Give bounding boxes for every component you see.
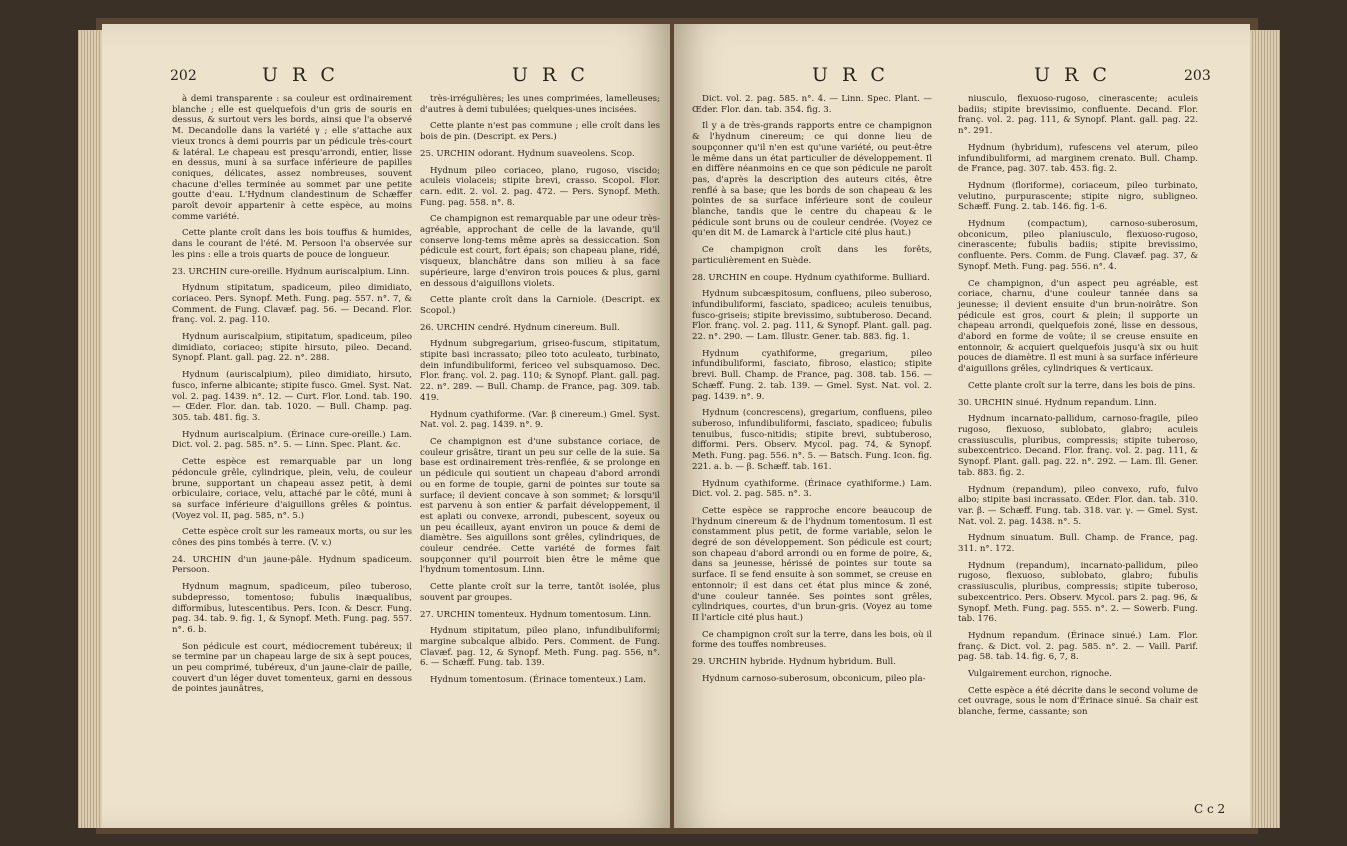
- paragraph: 25. URCHIN odorant. Hydnum suaveolens. Scop.: [420, 148, 635, 159]
- paragraph: Hydnum stipitatum, spadiceum, pileo dimidiato, coriaceo. Pers. Synopf. Meth. Fung. pag. 557. n°. 7, & Comment. de Fung. Clavæf. pag. 56. — Decand. Flor. franç. vol. 2. pag. 110.: [172, 283, 412, 326]
- paragraph: Hydnum (auriscalpium), pileo dimidiato, hirsuto, fusco, inferne albicante; stipite fusco. Gmel. Syst. Nat. vol. 2. pag. 1439. n°. 12. — Curt. Flor. Lond. tab. 190. — Œder. Flor. dan. tab. 1020. — Bull. Champ. pag. 305. tab. 481. fig. 3.: [172, 370, 412, 423]
- paragraph: Hydnum (compactum), carnoso-suberosum, obconicum, pileo planiusculo, flexuoso-rugoso, cinerascente; fubulis badiis; stipite brevissimo, confluente. Pers. Comm. de Fung. Clavæf. pag. 37, & Synopf. Meth. Fung. pag. 556. n°. 4.: [958, 219, 1198, 272]
- paragraph: Hydnum carnoso-suberosum, obconicum, pileo pla-: [702, 673, 926, 684]
- paragraph: Hydnum (repandum), pileo convexo, rufo, fulvo albo; stipite basi incrassato. Œder. Flor. dan. tab. 310. var. β. — Schæff. Fung. tab. 318. var. γ. — Gmel. Syst. Nat. vol. 2. pag. 1438. n°. 5.: [958, 484, 1198, 527]
- paragraph: Cette espèce se rapproche encore beaucoup de l'hydnum cinereum & de l'hydnum tomentosum. Il est constamment plus petit, de forme variable, selon le degré de son développement. Son pédicule est court; son chapeau d'abord arrondi ou en forme de poire, &, dans sa jeunesse, hérissé de pointes sur toute sa surface. Il se fend ensuite à son sommet, se creuse en entonnoir; il est dans cet état plus mince & zoné, d'une couleur tannée. Ses pointes sont grêles, cylindriques, courtes, d'un brun-gris. (Voyez au tome II l'article cité plus haut.): [692, 505, 932, 623]
- paragraph: Cette espèce croît sur les rameaux morts, ou sur les cônes des pins tombés à terre. (V. v.): [172, 527, 412, 549]
- paragraph: Hydnum sinuatum. Bull. Champ. de France, pag. 311. n°. 172.: [958, 533, 1198, 555]
- left-column-2: [420, 94, 660, 692]
- paragraph: Hydnum cyathiforme. (Var. β cinereum.) Gmel. Syst. Nat. vol. 2. pag. 1439. n°. 9.: [420, 409, 660, 431]
- page-number-left: 202: [170, 68, 197, 84]
- left-page: [102, 24, 670, 828]
- paragraph: Ce champignon croît sur la terre, dans les bois, où il forme des touffes nombreuses.: [692, 629, 932, 651]
- page-edge-left: [78, 30, 104, 828]
- paragraph: Cette espèce a été décrite dans le second volume de cet ouvrage, sous le nom d'Érinace sinué. Sa chair est blanche, ferme, cassante; son: [958, 685, 1198, 718]
- paragraph: Hydnum tomentosum. (Érinace tomenteux.) Lam.: [430, 675, 646, 686]
- paragraph: Hydnum cyathiforme, gregarium, pileo infundibuliformi, fasciato, fibroso, elastico; stipite brevi. Bull. Champ. de France, pag. 308. tab. 156. — Schæff. Fung. 2. tab. 139. — Gmel. Syst. Nat. vol. 2. pag. 1439. n°. 9.: [692, 348, 932, 402]
- paragraph: Ce champignon, d'un aspect peu agréable, est coriace, charnu, d'une couleur tannée dans sa jeunesse; il devient ensuite d'un brun-noirâtre. Son pédicule est gros, court & plein; il supporte un chapeau arrondi, quelquefois zoné, lisse en dessous, d'abord en forme de voûte; il se creuse ensuite en entonnoir, & acquiert quelquefois jusqu'à six ou huit pouces de diamètre. Il est muni à sa surface inférieure d'aiguillons grêles, cylindriques & verticaux.: [958, 278, 1198, 375]
- paragraph: Ce champignon croît dans les forêts, particulièrement en Suède.: [692, 245, 932, 266]
- running-head-left-a: U R C: [262, 64, 339, 86]
- paragraph: très-irrégulières; les unes comprimées, lamelleuses; d'autres à demi tubulées; quelques-unes incisées.: [420, 94, 660, 115]
- paragraph: 27. URCHIN tomenteux. Hydnum tomentosum. Linn.: [420, 609, 652, 620]
- paragraph: Son pédicule est court, médiocrement tubéreux; il se termine par un chapeau large de six à sept pouces, un peu comprimé, tubéreux, d'un jaune-clair de paille, couvert d'un léger duvet tomenteux, garni en dessous de pointes jaunâtres,: [172, 641, 412, 695]
- paragraph: Hydnum cyathiforme. (Érinace cyathiforme.) Lam. Dict. vol. 2. pag. 585. n°. 3.: [692, 478, 932, 500]
- paragraph: Hydnum repandum. (Érinace sinué.) Lam. Flor. franç. & Dict. vol. 2. pag. 585. n°. 2. — Vaill. Parif. pag. 58. tab. 14. fig. 6, 7, 8.: [958, 630, 1198, 663]
- paragraph: Hydnum (repandum), incarnato-pallidum, pileo rugoso, flexuoso, sublobato, glabro; fubulis crassiusculis, pluribus, compressis; stipite tuberoso, subexcentrico. Pers. Observ. Mycol. pars 2. pag. 96, & Synopf. Meth. Fung. pag. 555. n°. 2. — Sowerb. Fung. tab. 176.: [958, 560, 1198, 625]
- paragraph: Dict. vol. 2. pag. 585. n°. 4. — Linn. Spec. Plant. — Œder. Flor. dan. tab. 354. fig. 3.: [692, 94, 932, 115]
- paragraph: 29. URCHIN hybride. Hydnum hybridum. Bull.: [692, 657, 896, 668]
- paragraph: Hydnum magnum, spadiceum, pileo tuberoso, subdepresso, tomentoso; fubulis inæqualibus, difformibus, lutescentibus. Pers. Icon. & Descr. Fung. pag. 34. tab. 9. fig. 1, & Synopf. Meth. Fung. pag. 557. n°. 6. b.: [172, 582, 412, 635]
- paragraph: 24. URCHIN d'un jaune-pâle. Hydnum spadiceum. Persoon.: [172, 554, 412, 576]
- paragraph: Hydnum stipitatum, pileo plano, infundibuliformi; margine subcalque albido. Pers. Comment. de Fung. Clavæf. pag. 12, & Synopf. Meth. Fung. pag. 556, n°. 6. — Schæff. Fung. tab. 139.: [420, 626, 660, 669]
- paragraph: Hydnum (floriforme), coriaceum, pileo turbinato, velutino, purpurascente; stipite nigro, subligneo. Schæff. Fung. 2. tab. 146. fig. 1-6.: [958, 180, 1198, 213]
- paragraph: Il y a de très-grands rapports entre ce champignon & l'hydnum cinereum; ce qui donne lieu de soupçonner qu'il n'en est qu'une variété, ou peut-être le même dans un état particulier de développement. Il en diffère néanmoins en ce que son pédicule ne paroît pas, d'après la description des auteurs cités, être renflé à sa base; que les bords de son chapeau & les pointes de sa surface inférieure sont de couleur blanche, tandis que le centre du chapeau & le pédicule sont bruns ou de couleur cendrée. (Voyez ce qu'en dit M. de Lamarck à l'article cité plus haut.): [692, 121, 932, 239]
- paragraph: Hydnum subgregarium, griseo-fuscum, stipitatum, stipite basi incrassato; pileo toto aculeato, turbinato, dein infundibuliformi, fericeo vel subsquamoso. Dec. Flor. franç. vol. 2. pag. 110; & Synopf. Plant. gall. pag. 22. n°. 289. — Bull. Champ. de France, pag. 309. tab. 419.: [420, 339, 660, 403]
- paragraph: Cette plante croît dans la Carniole. (Descript. ex Scopol.): [420, 295, 660, 316]
- page-edge-right: [1250, 30, 1280, 828]
- paragraph: Cette plante croît dans les bois touffus & humides, dans le courant de l'été. M. Persoon l'a observée sur les pins : elle a trois quarts de pouce de longueur.: [172, 228, 412, 260]
- paragraph: à demi transparente : sa couleur est ordinairement blanche ; elle est quelquefois d'un gris de souris en dessus, & surtout vers les bords, ainsi que l'a observé M. Decandolle dans la variété γ ; elle s'attache aux vieux troncs à demi pourris par un pédicule très-court & latéral. Le chapeau est presqu'arrondi, entier, lisse en dessus, muni à sa surface inférieure de papilles coniques, délicates, assez nombreuses, souvent chacune d'elles terminée au sommet par une petite goutte d'eau. L'Hydnum clandestinum de Schæffer paroît devoir appartenir à cette espèce, au moins comme variété.: [172, 94, 412, 222]
- paragraph: Cette plante croît sur la terre, tantôt isolée, plus souvent par groupes.: [420, 582, 660, 603]
- running-head-right-b: U R C: [1034, 64, 1111, 86]
- paragraph: Hydnum (concrescens), gregarium, confluens, pileo suberoso, infundibuliformi, fasciato, spadiceo; fubulis tenuibus, fusco-nitidis; stipite brevi, subtuberoso, difformi. Pers. Observ. Mycol. pag. 74, & Synopf. Meth. Fung. pag. 556. n°. 5. — Batsch. Fung. Icon. fig. 221. a. b. — β. Schæff. tab. 161.: [692, 408, 932, 472]
- paragraph: Hydnum auriscalpium, stipitatum, spadiceum, pileo dimidiato, coriaceo; stipite hirsuto, pileo. Decand. Synopf. Plant. gall. pag. 22. n°. 288.: [172, 332, 412, 364]
- right-page: [674, 24, 1250, 828]
- paragraph: Ce champignon est remarquable par une odeur très-agréable, approchant de celle de la lavande, qu'il conserve long-tems même après sa dessiccation. Son pédicule est court, fort épais; son chapeau plane, ridé, visqueux, blanchâtre dans son milieu à sa face supérieure, large d'environ trois pouces & plus, garni en dessous d'aiguillons violets.: [420, 214, 660, 289]
- paragraph: 28. URCHIN en coupe. Hydnum cyathiforme. Bulliard.: [692, 272, 930, 283]
- paragraph: Hydnum auriscalpium. (Érinace cure-oreille.) Lam. Dict. vol. 2. pag. 585. n°. 5. — Linn. Spec. Plant. &c.: [172, 429, 412, 451]
- paragraph: Cette espèce est remarquable par un long pédoncule grêle, cylindrique, plein, velu, de couleur brune, supportant un chapeau assez petit, à demi orbiculaire, coriace, velu, attaché par le côté, muni à sa surface inférieure d'aiguillons grêles & pointus. (Voyez vol. II, pag. 585, n°. 5.): [172, 457, 412, 521]
- right-column-2: [958, 94, 1198, 724]
- paragraph: Cette plante n'est pas commune ; elle croît dans les bois de pin. (Descript. ex Pers.): [420, 121, 660, 143]
- paragraph: 30. URCHIN sinué. Hydnum repandum. Linn.: [958, 397, 1157, 408]
- paragraph: Hydnum pileo coriaceo, plano, rugoso, viscido; aculeis violaceis; stipite brevi, crasso. Scopol. Flor. carn. edit. 2. vol. 2. pag. 472. — Pers. Synopf. Meth. Fung. pag. 558. n°. 8.: [420, 165, 660, 208]
- paragraph: Cette plante croît sur la terre, dans les bois de pins.: [968, 380, 1196, 391]
- paragraph: Hydnum (hybridum), rufescens vel aterum, pileo infundibuliformi, ad marginem crenato. Bull. Champ. de France, pag. 307. tab. 453. fig. 2.: [958, 142, 1198, 175]
- paragraph: Hydnum subcæspitosum, confluens, pileo suberoso, infundibuliformi, fasciato, spadiceo; aculeis tenuibus, fusco-griseis; stipite brevissimo, subtuberoso. Decand. Flor. franç. vol. 2. pag. 111, & Synopf. Plant. gall. pag. 22. n°. 290. — Lam. Illustr. Gener. tab. 883. fig. 1.: [692, 289, 932, 343]
- paragraph: Ce champignon est d'une substance coriace, de couleur grisâtre, tirant un peu sur celle de la suie. Sa base est ordinairement très-renflée, & se prolonge en un pédicule qui soutient un chapeau d'abord arrondi ou en forme de toupie, garni de pointes sur toute sa surface; il devient concave à son sommet; & lorsqu'il est parvenu à son entier & parfait développement, il est aplati ou convexe, arrondi, pubescent, soyeux ou un peu écailleux, ayant environ un pouce & demi de diamètre. Ses aiguillons sont grêles, cylindriques, de couleur cendrée. Cette variété de formes fait soupçonner qu'il pourroit bien être le même que l'hydnum tomentosum. Linn.: [420, 436, 660, 576]
- running-head-left-b: U R C: [512, 64, 589, 86]
- paragraph: 26. URCHIN cendré. Hydnum cinereum. Bull.: [420, 322, 620, 333]
- page-number-right: 203: [1184, 68, 1211, 84]
- paragraph: Vulgairement eurchon, rignoche.: [968, 669, 1112, 680]
- catchword: C c 2: [1194, 802, 1226, 816]
- paragraph: niusculo, flexuoso-rugoso, cinerascente; aculeis badiis; stipite brevissimo, confluente. Decand. Flor. franç. vol. 2. pag. 111, & Synopf. Plant. gall. pag. 22. n°. 291.: [958, 94, 1198, 137]
- left-column-1: [172, 94, 412, 701]
- running-head-right-a: U R C: [812, 64, 889, 86]
- right-column-1: [692, 94, 932, 690]
- paragraph: Hydnum incarnato-pallidum, carnoso-fragile, pileo rugoso, flexuoso, sublobato, glabro; aculeis crassiusculis, pluribus, compressis; stipite tuberoso, subexcentrico. Decand. Flor. franç. vol. 2. pag. 111, & Synopf. Plant. gall. pag. 22. n°. 292. — Lam. Ill. Gener. tab. 883. fig. 2.: [958, 414, 1198, 478]
- paragraph: 23. URCHIN cure-oreille. Hydnum auriscalpium. Linn.: [172, 266, 410, 277]
